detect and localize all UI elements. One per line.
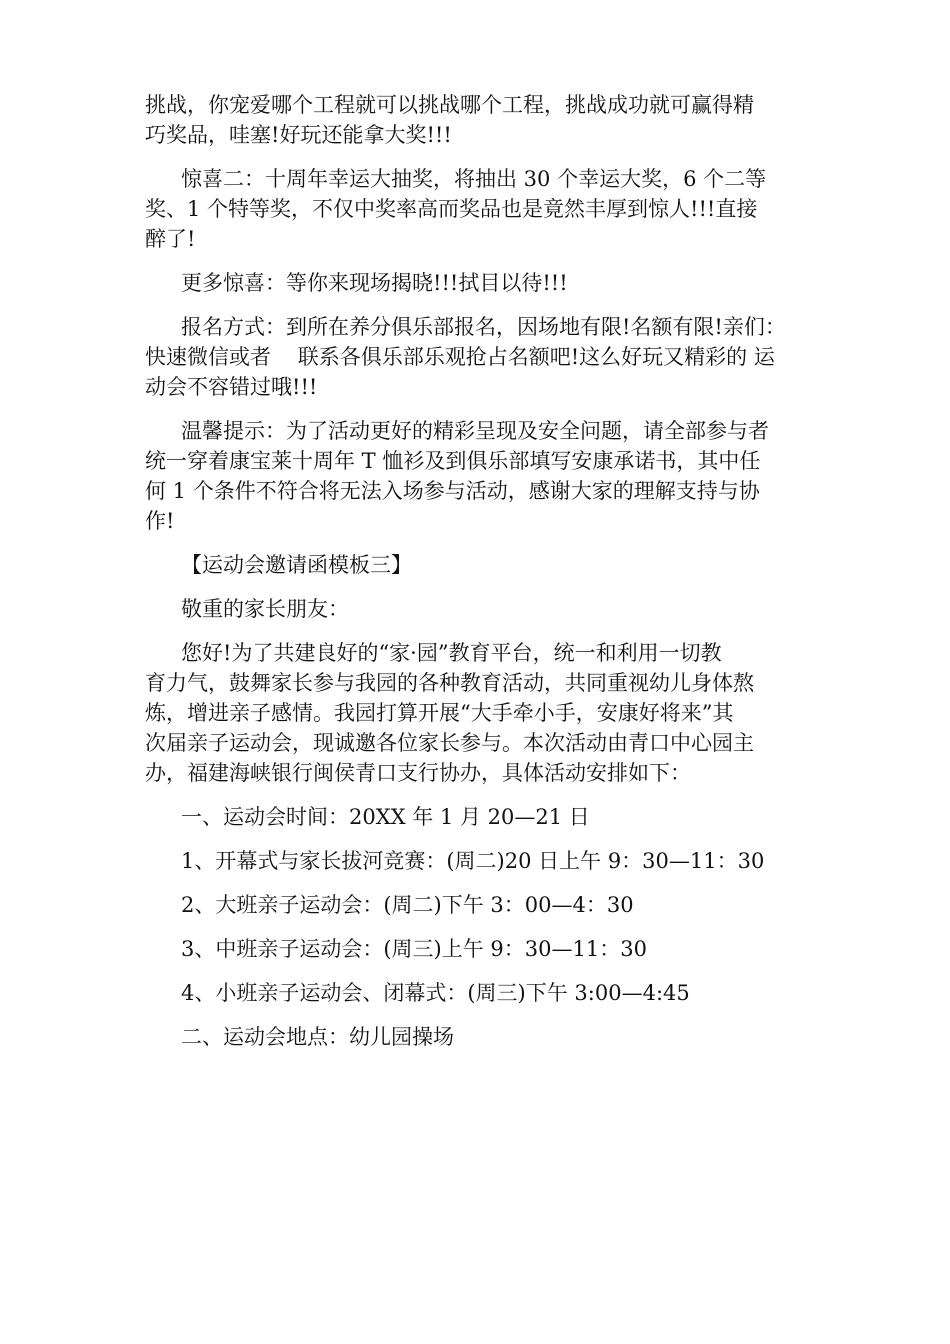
document-body xyxy=(145,90,830,1066)
paragraph-p9 xyxy=(145,802,830,832)
text-line: 统一穿着康宝莱十周年 T 恤衫及到俱乐部填写安康承诺书，其中任 xyxy=(145,449,761,473)
text-line: 一、运动会时间：20XX 年 1 月 20—21 日 xyxy=(181,805,590,829)
text-line: 挑战，你宠爱哪个工程就可以挑战哪个工程，挑战成功就可赢得精 xyxy=(145,93,754,117)
paragraph-p5 xyxy=(145,416,830,536)
text-line: 何 1 个条件不符合将无法入场参与活动，感谢大家的理解支持与协 xyxy=(145,479,760,503)
text-line: 次届亲子运动会，现诚邀各位家长参与。本次活动由青口中心园主 xyxy=(145,731,754,755)
paragraph-p13 xyxy=(145,978,830,1008)
paragraph-p3 xyxy=(145,268,830,298)
paragraph-p1 xyxy=(145,90,830,150)
text-line: 2、大班亲子运动会：(周二)下午 3：00—4：30 xyxy=(181,893,634,917)
text-line: 奖、1 个特等奖，不仅中奖率高而奖品也是竟然丰厚到惊人!!!直接 xyxy=(145,197,758,221)
text-line: 巧奖品，哇塞!好玩还能拿大奖!!! xyxy=(145,123,452,147)
text-line: 敬重的家长朋友： xyxy=(181,597,349,621)
paragraph-p4 xyxy=(145,312,830,402)
paragraph-p2 xyxy=(145,164,830,254)
text-line: 1、开幕式与家长拔河竞赛：(周二)20 日上午 9：30—11：30 xyxy=(181,849,765,873)
text-line: 炼，增进亲子感情。我园打算开展“大手牵小手，安康好将来”其 xyxy=(145,701,734,725)
text-line: 【运动会邀请函模板三】 xyxy=(181,553,412,577)
text-line: 更多惊喜：等你来现场揭晓!!!拭目以待!!! xyxy=(181,271,568,295)
paragraph-p6 xyxy=(145,550,830,580)
text-line: 育力气，鼓舞家长参与我园的各种教育活动，共同重视幼儿身体熬 xyxy=(145,671,754,695)
text-line: 二、运动会地点：幼儿园操场 xyxy=(181,1025,454,1049)
text-line: 3、中班亲子运动会：(周三)上午 9：30—11：30 xyxy=(181,937,647,961)
text-line: 动会不容错过哦!!! xyxy=(145,375,318,399)
text-line: 温馨提示：为了活动更好的精彩呈现及安全问题，请全部参与者 xyxy=(181,419,769,443)
paragraph-p11 xyxy=(145,890,830,920)
paragraph-p14 xyxy=(145,1022,830,1052)
paragraph-p8 xyxy=(145,638,830,788)
text-line: 办，福建海峡银行闽侯青口支行协办，具体活动安排如下： xyxy=(145,761,691,785)
paragraph-p10 xyxy=(145,846,830,876)
text-line: 醉了! xyxy=(145,227,196,251)
text-line: 快速微信或者 联系各俱乐部乐观抢占名额吧!这么好玩又精彩的 运 xyxy=(145,345,775,369)
paragraph-p12 xyxy=(145,934,830,964)
text-line: 4、小班亲子运动会、闭幕式：(周三)下午 3:00—4:45 xyxy=(181,981,690,1005)
text-line: 作! xyxy=(145,509,175,533)
text-line: 您好!为了共建良好的“家·园”教育平台，统一和利用一切教 xyxy=(181,641,722,665)
text-line: 惊喜二：十周年幸运大抽奖，将抽出 30 个幸运大奖，6 个二等 xyxy=(181,167,767,191)
paragraph-p7 xyxy=(145,594,830,624)
text-line: 报名方式：到所在养分俱乐部报名，因场地有限!名额有限!亲们： xyxy=(181,315,786,339)
